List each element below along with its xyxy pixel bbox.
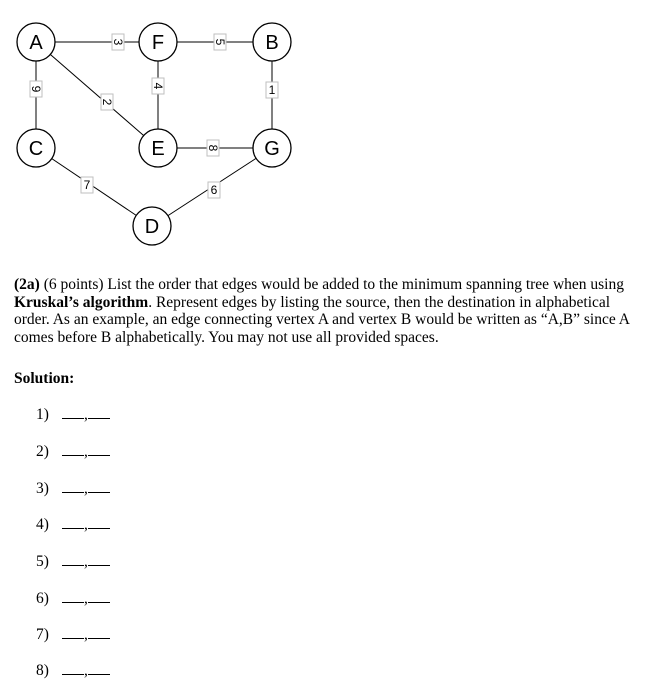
edge-weight-text: 9 xyxy=(29,85,43,93)
answer-comma: , xyxy=(84,662,88,679)
vertex-A xyxy=(17,23,55,61)
answer-source-blank[interactable] xyxy=(62,590,84,603)
answer-source-blank[interactable] xyxy=(62,662,84,675)
answer-row xyxy=(36,662,110,682)
answer-source-blank[interactable] xyxy=(62,626,84,639)
answer-comma: , xyxy=(84,443,88,460)
answer-row xyxy=(36,590,110,610)
answer-source-blank[interactable] xyxy=(62,443,84,456)
edge-weight-DG xyxy=(208,182,220,198)
answer-destination-blank[interactable] xyxy=(88,406,110,419)
answer-destination-blank[interactable] xyxy=(88,480,110,493)
edge-weight-text: 2 xyxy=(100,98,114,106)
answer-source-blank[interactable] xyxy=(62,406,84,419)
edge-weight-FE xyxy=(151,78,165,94)
vertex-label: F xyxy=(151,32,165,54)
vertex-label: G xyxy=(264,138,280,160)
answer-comma: , xyxy=(84,406,88,423)
question-algorithm: Kruskal’s algorithm xyxy=(14,293,149,311)
edge-weight-text: 7 xyxy=(83,178,91,192)
answer-number: 5) xyxy=(36,553,49,570)
answer-row xyxy=(36,443,110,463)
question-label: (2a) xyxy=(14,276,40,293)
edge-weight-AE xyxy=(100,94,114,110)
question-text xyxy=(14,276,634,346)
edge-weight-text: 5 xyxy=(213,38,227,46)
edge-weight-AF xyxy=(111,34,125,50)
solution-label: Solution: xyxy=(14,370,75,387)
vertex-label: B xyxy=(265,32,279,54)
edge-weight-text: 8 xyxy=(206,144,220,152)
edge-weight-text: 3 xyxy=(111,38,125,46)
vertex-D xyxy=(133,207,171,245)
answer-number: 4) xyxy=(36,516,49,533)
answer-comma: , xyxy=(84,553,88,570)
vertex-G xyxy=(253,129,291,167)
answer-number: 7) xyxy=(36,626,49,643)
answer-destination-blank[interactable] xyxy=(88,590,110,603)
edge-weight-text: 4 xyxy=(151,82,165,90)
edge-weight-BG xyxy=(266,82,278,98)
answer-row xyxy=(36,406,110,426)
answer-destination-blank[interactable] xyxy=(88,662,110,675)
answer-number: 1) xyxy=(36,406,49,423)
vertex-label: A xyxy=(29,32,43,54)
answer-number: 3) xyxy=(36,480,49,497)
vertex-E xyxy=(139,129,177,167)
vertex-label: E xyxy=(151,138,165,160)
vertex-C xyxy=(17,129,55,167)
answer-destination-blank[interactable] xyxy=(88,516,110,529)
vertex-F xyxy=(139,23,177,61)
edge-weight-FB xyxy=(213,34,227,50)
edge-weight-CD xyxy=(81,177,93,193)
edge-CD xyxy=(36,148,152,226)
answer-row xyxy=(36,516,110,536)
edge-weight-text: 1 xyxy=(268,83,276,97)
edge-weight-text: 6 xyxy=(210,183,218,197)
vertex-B xyxy=(253,23,291,61)
question-points: (6 points) List the order that edges would be added to the minimum spanning tree when using xyxy=(39,276,624,293)
answer-comma: , xyxy=(84,480,88,497)
answer-comma: , xyxy=(84,590,88,607)
answer-destination-blank[interactable] xyxy=(88,443,110,456)
answer-destination-blank[interactable] xyxy=(88,553,110,566)
answer-row xyxy=(36,626,110,646)
answer-row xyxy=(36,553,110,573)
edge-weight-AC xyxy=(29,81,43,97)
answer-row xyxy=(36,480,110,500)
answer-comma: , xyxy=(84,626,88,643)
answer-number: 8) xyxy=(36,662,49,679)
graph-diagram xyxy=(0,0,669,260)
answer-number: 2) xyxy=(36,443,49,460)
question-rest: . Represent edges by listing the source, then the destination in alphabetical order. As an example, an edge connecting vertex A and vertex B would be written as “A,B” since A comes before B alphabetically. You may not use all provided spaces. xyxy=(14,293,630,346)
vertex-label: C xyxy=(28,138,44,160)
answer-source-blank[interactable] xyxy=(62,553,84,566)
answer-destination-blank[interactable] xyxy=(88,626,110,639)
answer-source-blank[interactable] xyxy=(62,516,84,529)
answer-comma: , xyxy=(84,516,88,533)
vertex-label: D xyxy=(144,216,160,238)
answer-number: 6) xyxy=(36,590,49,607)
edge-weight-EG xyxy=(206,140,220,156)
edge-AE xyxy=(36,42,158,148)
answer-source-blank[interactable] xyxy=(62,480,84,493)
